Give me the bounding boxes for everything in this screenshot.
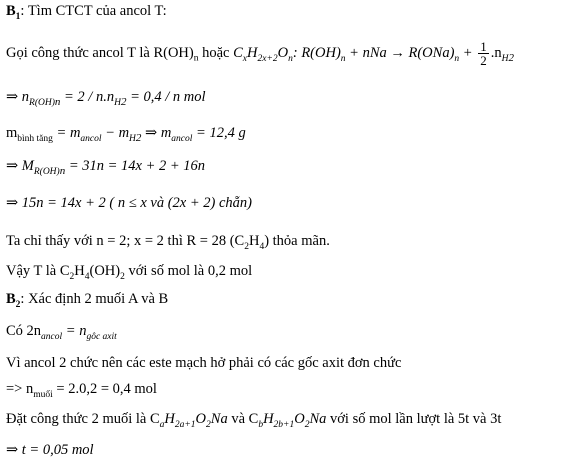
molar-mass-line [6, 157, 205, 175]
step-label: B [6, 3, 16, 19]
text: = m [52, 125, 81, 141]
text: ⇒ n [6, 89, 30, 105]
subscript: 4 [259, 241, 265, 252]
subscript: gôc axit [86, 331, 117, 342]
subscript: n [193, 53, 199, 64]
subscript: H [501, 53, 509, 64]
text: O [195, 411, 207, 427]
text: = 0,4 / n mol [126, 89, 206, 105]
text: H [164, 411, 175, 427]
fraction-denominator: 2 [480, 53, 487, 68]
subscript: H [129, 133, 136, 144]
text: Vậy T là C [6, 263, 70, 279]
subscript: 2 [120, 95, 127, 108]
subscript: R(OH) [29, 97, 55, 108]
text: = n [62, 323, 87, 339]
text: O [294, 411, 305, 427]
subscript: bình tăng [17, 133, 53, 144]
subscript: 2b+1 [273, 419, 295, 430]
text: Ta chỉ thấy với n = 2; x = 2 thì R = 28 (C [6, 233, 245, 249]
subscript: 2a+1 [174, 419, 196, 430]
mol-ancol-line [6, 88, 206, 106]
subscript: R(OH) [33, 166, 60, 177]
text: với số mol là 0,2 mol [124, 263, 253, 279]
text: = 2 / n.n [60, 89, 115, 105]
text: Na [309, 411, 327, 427]
text: = 12,4 g [192, 125, 246, 141]
subscript: 2x+2 [257, 53, 278, 64]
fraction-one-half [478, 40, 489, 67]
reasoning-line [6, 354, 401, 372]
subscript: 2 [69, 271, 75, 282]
subscript: 4 [84, 271, 90, 282]
step-title: : Tìm CTCT của ancol T: [20, 3, 167, 19]
text: = 2.0,2 = 0,4 mol [52, 381, 157, 397]
reaction-text: : R(OH) [292, 44, 341, 61]
subscript: 2 [244, 241, 249, 252]
text: với số mol lần lượt là 5t và 3t [326, 411, 502, 427]
equation-condition-line [6, 194, 252, 212]
subscript: ancol [41, 331, 63, 342]
text: Gọi công thức ancol T là R(OH) [6, 44, 194, 61]
text: − m [101, 125, 130, 141]
subscript: muối [33, 389, 53, 400]
mass-ancol-line [6, 124, 246, 142]
operator: + [459, 44, 477, 61]
text: ⇒ M [6, 158, 34, 174]
reaction-text: + nNa → R(ONa) [345, 44, 455, 61]
conclusion-line [6, 262, 252, 280]
subscript: ancol [80, 133, 102, 144]
subscript: n [59, 164, 66, 177]
element-o: O [277, 44, 289, 61]
text: Có 2n [6, 323, 42, 339]
fraction-numerator: 1 [480, 39, 487, 54]
text: và C [227, 411, 259, 427]
text: Vì ancol 2 chức nên các este mạch hở phải có các gốc axit đơn chức [6, 355, 402, 371]
subscript: x [242, 53, 247, 64]
element-h: H [247, 44, 258, 61]
subscript: 2 [135, 131, 142, 144]
text: m [6, 125, 18, 141]
text: Đặt công thức 2 muối là C [6, 411, 160, 427]
subscript: a [159, 419, 165, 430]
subscript: b [258, 419, 264, 430]
solution-line [6, 232, 330, 250]
step-number: 2 [15, 299, 21, 310]
text: hoặc [198, 44, 234, 61]
text: = 31n = 14x + 2 + 16n [65, 158, 206, 174]
mol-salt-line [6, 380, 157, 398]
text: ) thỏa mãn. [264, 233, 330, 249]
ratio-line [6, 322, 117, 340]
text: (OH) [89, 263, 121, 279]
subscript: 2 [508, 51, 514, 64]
text: H [263, 411, 274, 427]
subscript: ancol [171, 133, 193, 144]
step-b1-heading [6, 2, 167, 20]
text: H [248, 233, 260, 249]
step-b2-heading [6, 290, 168, 308]
subscript: n [454, 53, 460, 64]
subscript: H [114, 97, 121, 108]
subscript: 2 [120, 271, 125, 282]
subscript: 2 [304, 419, 310, 430]
subscript: 2 [206, 419, 211, 430]
text: ⇒ 15n = 14x + 2 ( n ≤ x và (2x + 2) chẵn) [6, 195, 252, 211]
ancol-formula-line [6, 40, 514, 67]
subscript: n [288, 53, 293, 64]
step-label: B [6, 291, 16, 307]
text: => n [6, 381, 34, 397]
subscript: n [340, 53, 346, 64]
text: ⇒ t = 0,05 mol [6, 442, 94, 458]
subscript: n [54, 95, 61, 108]
text: H [74, 263, 85, 279]
salt-formula-line [6, 410, 501, 428]
step-title: : Xác định 2 muối A và B [20, 291, 169, 307]
text: Na [210, 411, 228, 427]
text: ⇒ m [141, 125, 172, 141]
element-c: C [233, 44, 243, 61]
step-number: 1 [15, 11, 21, 22]
result-line [6, 441, 94, 459]
text: .n [490, 44, 502, 61]
